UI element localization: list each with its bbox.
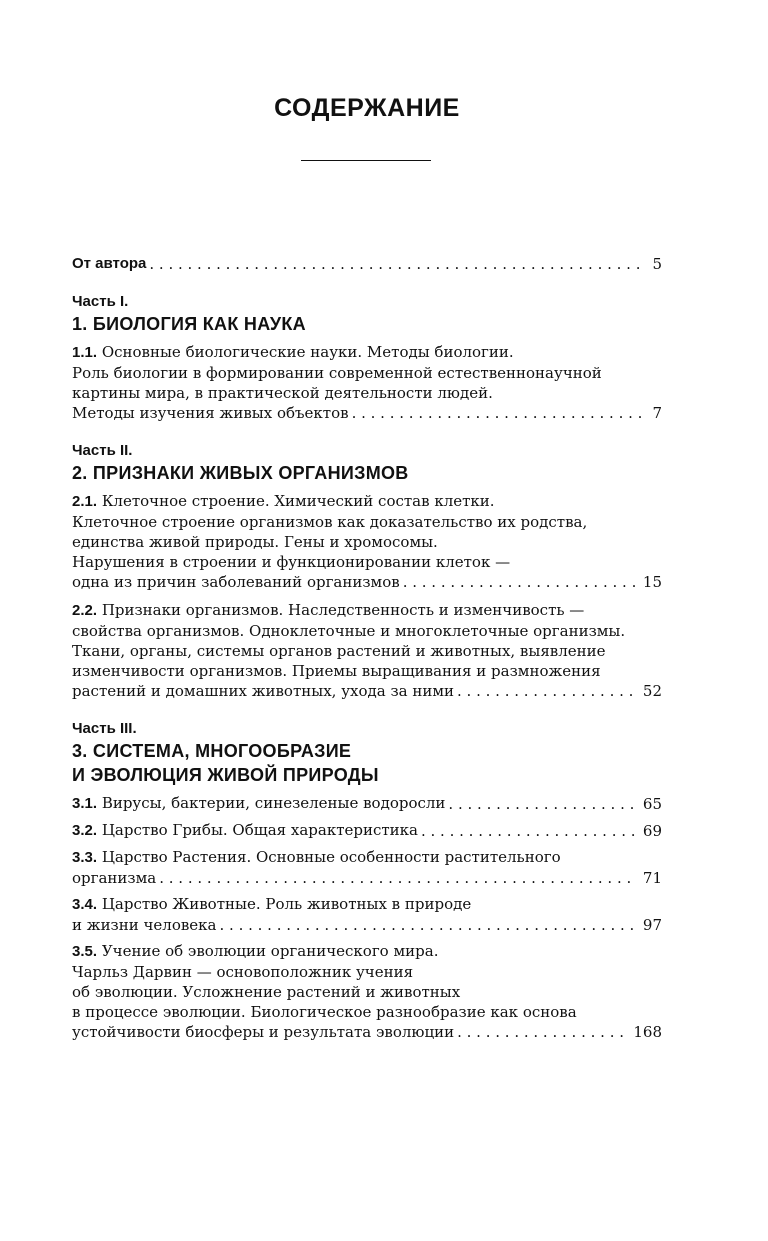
entry-text: Царство Животные. Роль животных в природе (101, 895, 472, 913)
entry-text: Ткани, органы, системы органов растений и животных, выявление (72, 642, 606, 660)
toc-entry-line (72, 532, 662, 552)
dot-leader (217, 915, 637, 935)
toc-entry-author[interactable] (72, 254, 662, 274)
toc-entry-line (72, 894, 662, 915)
toc-entry[interactable] (72, 894, 662, 935)
title-divider (301, 160, 431, 161)
dot-leader (454, 681, 637, 701)
entry-text: Основные биологические науки. Методы биологии. (101, 343, 514, 361)
part-label: Часть II. (72, 442, 133, 459)
entry-text: растений и домашних животных, ухода за ними (72, 682, 455, 700)
toc-page-number: 69 (642, 822, 662, 840)
toc-entry-line (72, 962, 662, 982)
entry-text: устойчивости биосферы и результата эволюции (72, 1023, 455, 1041)
dot-leader (156, 868, 637, 888)
toc-page-number: 65 (642, 795, 662, 813)
toc-page-number: 97 (642, 916, 662, 934)
toc-entry[interactable] (72, 941, 662, 1042)
toc-page-number: 7 (652, 404, 662, 422)
entry-text: Клеточное строение организмов как доказательство их родства, (72, 513, 588, 531)
dot-leader (454, 1022, 627, 1042)
toc-page-number: 71 (642, 869, 662, 887)
toc-entry-line (72, 572, 662, 592)
section-number: 3.3. (72, 849, 98, 866)
dot-leader (349, 403, 647, 423)
entry-text: Вирусы, бактерии, синезеленые водоросли (101, 794, 446, 812)
toc-entry-line (72, 915, 662, 935)
section-number: 3.4. (72, 896, 98, 913)
entry-text: картины мира, в практической деятельности людей. (72, 384, 493, 402)
toc-entry-line (72, 1002, 662, 1022)
toc-entry-line (72, 363, 662, 383)
toc-entry-line (72, 512, 662, 532)
toc-entry[interactable] (72, 491, 662, 592)
entry-text: в процессе эволюции. Биологическое разнообразие как основа (72, 1003, 577, 1021)
toc-entry-line (72, 552, 662, 572)
toc-entry[interactable] (72, 600, 662, 701)
part-title: И ЭВОЛЮЦИЯ ЖИВОЙ ПРИРОДЫ (72, 765, 379, 785)
entry-text: и жизни человека (72, 916, 217, 934)
toc-entry-line (72, 982, 662, 1002)
toc-entry[interactable] (72, 342, 662, 423)
toc-entry-line (72, 847, 662, 868)
entry-text: Нарушения в строении и функционировании клеток — (72, 553, 511, 571)
toc-entry[interactable] (72, 793, 662, 814)
toc-page-number: 52 (642, 682, 662, 700)
toc-entry[interactable] (72, 820, 662, 841)
toc-entry[interactable] (72, 847, 662, 888)
toc-entry-line (72, 661, 662, 681)
entry-text: Чарльз Дарвин — основоположник учения (72, 963, 414, 981)
entry-text: об эволюции. Усложнение растений и животных (72, 983, 461, 1001)
entry-text: Учение об эволюции органического мира. (101, 942, 439, 960)
dot-leader (400, 572, 637, 592)
entry-text: Клеточное строение. Химический состав клетки. (101, 492, 495, 510)
part-title: 3. СИСТЕМА, МНОГООБРАЗИЕ (72, 741, 352, 761)
page-title: СОДЕРЖАНИЕ (274, 94, 460, 122)
toc-entry-line (72, 403, 662, 423)
dot-leader (445, 794, 636, 814)
toc-entry-label: От автора (72, 255, 147, 272)
entry-text: организма (72, 869, 157, 887)
toc-entry-line (72, 793, 662, 814)
part-title: 2. ПРИЗНАКИ ЖИВЫХ ОРГАНИЗМОВ (72, 463, 409, 483)
table-of-contents (72, 254, 662, 1042)
toc-entry-line (72, 342, 662, 363)
dot-leader (418, 821, 637, 841)
entry-text: Признаки организмов. Наследственность и изменчивость — (101, 601, 585, 619)
section-number: 1.1. (72, 344, 98, 361)
section-number: 2.2. (72, 602, 98, 619)
section-number: 3.1. (72, 795, 98, 812)
toc-page-number: 15 (642, 573, 662, 591)
entry-text: Царство Грибы. Общая характеристика (101, 821, 418, 839)
entry-text: изменчивости организмов. Приемы выращивания и размножения (72, 662, 601, 680)
entry-text: одна из причин заболеваний организмов (72, 573, 400, 591)
toc-entry-line (72, 941, 662, 962)
toc-page-number: 5 (652, 255, 662, 273)
entry-text: Царство Растения. Основные особенности растительного (101, 848, 561, 866)
section-number: 3.5. (72, 943, 98, 960)
toc-entry-line (72, 491, 662, 512)
toc-entry-line (72, 600, 662, 621)
section-number: 3.2. (72, 822, 98, 839)
section-number: 2.1. (72, 493, 98, 510)
entry-text: единства живой природы. Гены и хромосомы. (72, 533, 438, 551)
toc-entry-line (72, 621, 662, 641)
toc-entry-line (72, 681, 662, 701)
entry-text: Методы изучения живых объектов (72, 404, 349, 422)
part-label: Часть III. (72, 720, 137, 737)
toc-entry-line (72, 868, 662, 888)
toc-entry-line (72, 641, 662, 661)
entry-text: свойства организмов. Одноклеточные и многоклеточные организмы. (72, 622, 626, 640)
dot-leader (146, 254, 646, 274)
part-title: 1. БИОЛОГИЯ КАК НАУКА (72, 314, 306, 334)
toc-entry-line (72, 383, 662, 403)
entry-text: Роль биологии в формировании современной естественнонаучной (72, 364, 602, 382)
toc-entry-line (72, 1022, 662, 1042)
part-label: Часть I. (72, 293, 129, 310)
toc-parts (72, 274, 662, 1042)
toc-page-number: 168 (633, 1023, 662, 1041)
toc-entry-line (72, 820, 662, 841)
